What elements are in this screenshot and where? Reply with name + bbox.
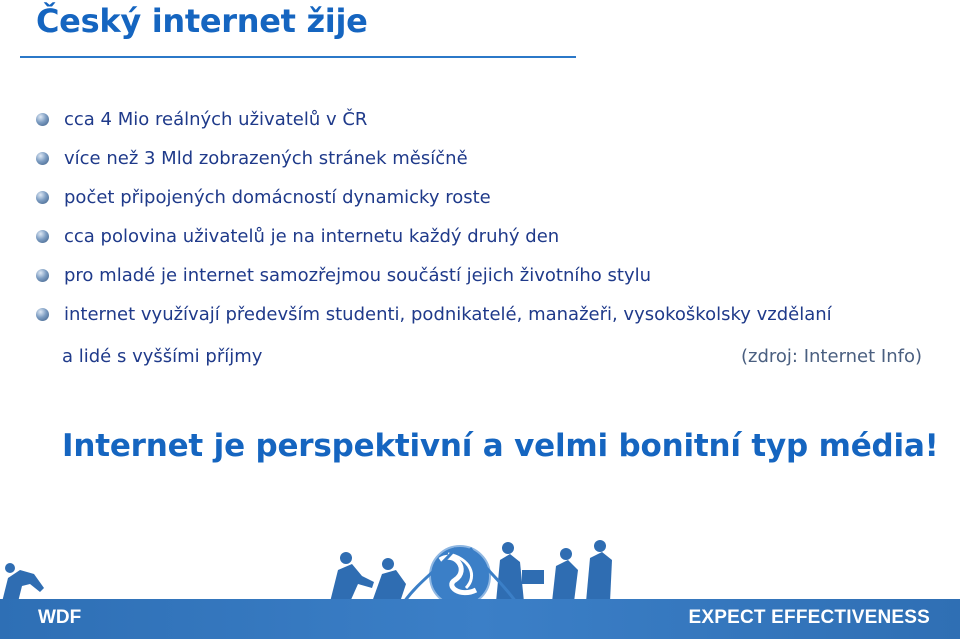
title-underline <box>20 56 576 58</box>
bullet-item <box>36 186 832 225</box>
bullet-sphere-icon <box>36 269 49 282</box>
bullet-sphere-icon <box>36 191 49 204</box>
bullet-item <box>36 303 832 342</box>
bullet-text: cca 4 Mio reálných uživatelů v ČR <box>64 109 368 130</box>
bullet-sphere-icon <box>36 308 49 321</box>
bullet-text: internet využívají především studenti, podnikatelé, manažeři, vysokoškolsky vzdělaní <box>64 304 832 325</box>
bullet-sphere-icon <box>36 230 49 243</box>
bullet-sphere-icon <box>36 152 49 165</box>
bullet-text: cca polovina uživatelů je na internetu každý druhý den <box>64 226 560 247</box>
bullet-list <box>36 108 832 342</box>
bullet-item <box>36 264 832 303</box>
bullet-text: více než 3 Mld zobrazených stránek měsíčně <box>64 148 468 169</box>
bullet-text: počet připojených domácností dynamicky roste <box>64 187 491 208</box>
source-note: (zdroj: Internet Info) <box>741 346 922 367</box>
bullet-item <box>36 147 832 186</box>
headline: Internet je perspektivní a velmi bonitní typ média! <box>62 428 939 464</box>
footer-bar <box>0 599 960 639</box>
slide-title: Český internet žije <box>36 2 368 40</box>
footer-illustration <box>0 540 960 602</box>
bullet-continuation: a lidé s vyššími příjmy <box>62 346 263 367</box>
footer-tagline: EXPECT EFFECTIVENESS <box>688 607 930 628</box>
bullet-text: pro mladé je internet samozřejmou součástí jejich životního stylu <box>64 265 652 286</box>
bullet-item <box>36 225 832 264</box>
bullet-item <box>36 108 832 147</box>
footer-brand: WDF <box>38 607 82 628</box>
bullet-sphere-icon <box>36 113 49 126</box>
